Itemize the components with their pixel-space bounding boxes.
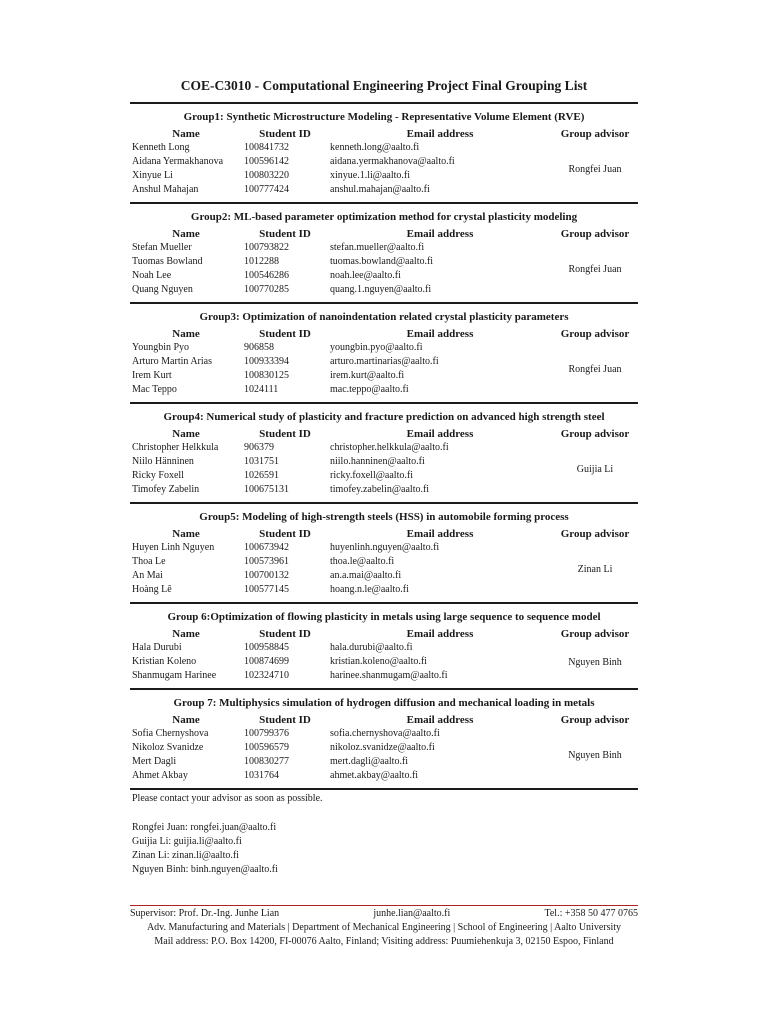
contact-advisor-note: Please contact your advisor as soon as possible. [132,793,323,804]
email-column-header: Email address [406,328,474,340]
member-email: ricky.foxell@aalto.fi [330,470,413,481]
member-email: youngbin.pyo@aalto.fi [330,342,423,353]
member-name: Noah Lee [132,270,172,281]
member-email: mert.dagli@aalto.fi [330,756,409,767]
advisor-column-header: Group advisor [560,428,630,440]
member-student-id: 100700132 [244,570,289,581]
member-student-id: 100777424 [244,184,289,195]
member-email: niilo.hanninen@aalto.fi [330,456,425,467]
group-header-row [130,528,638,541]
member-email: an.a.mai@aalto.fi [330,570,402,581]
group-advisor: Rongfei Juan [568,363,622,375]
group-section [130,502,638,602]
student-id-column-header: Student ID [259,128,311,140]
document-title: COE-C3010 - Computational Engineering Project Final Grouping List [180,78,588,93]
notes-section [132,792,323,877]
group-advisor: Rongfei Juan [568,263,622,275]
member-email: arturo.martinarias@aalto.fi [330,356,439,367]
group-section [130,102,638,202]
group-section [130,402,638,502]
advisor-column-header: Group advisor [560,628,630,640]
member-student-id: 100573961 [244,556,289,567]
member-email: thoa.le@aalto.fi [330,556,395,567]
member-name: Kristian Koleno [132,656,197,667]
member-name: Stefan Mueller [132,242,192,253]
member-email: huyenlinh.nguyen@aalto.fi [330,542,440,553]
member-name: Quang Nguyen [132,284,193,295]
member-email: aidana.yermakhanova@aalto.fi [330,156,455,167]
member-email: anshul.mahajan@aalto.fi [330,184,430,195]
group-title: Group 6:Optimization of flowing plasticity in metals using large sequence to sequence model [167,611,601,623]
email-column-header: Email address [406,228,474,240]
member-name: Arturo Martin Arias [132,356,212,367]
member-email: hoang.n.le@aalto.fi [330,584,409,595]
member-name: Sofia Chernyshova [132,728,209,739]
member-email: mac.teppo@aalto.fi [330,384,409,395]
group-members [130,541,638,597]
member-student-id: 100770285 [244,284,289,295]
name-column-header: Name [172,528,200,540]
member-student-id: 100675131 [244,484,289,495]
page-footer [130,905,638,949]
group-title: Group5: Modeling of high-strength steels (HSS) in automobile forming process [199,511,569,523]
member-name: Aidana Yermakhanova [132,156,224,167]
member-student-id: 100673942 [244,542,289,553]
email-column-header: Email address [406,628,474,640]
advisor-contact-line: Guijia Li: guijia.li@aalto.fi [132,836,242,847]
member-name: Huyen Linh Nguyen [132,542,215,553]
member-email: quang.1.nguyen@aalto.fi [330,284,432,295]
group-members [130,341,638,397]
member-student-id: 1031764 [244,770,279,781]
member-name: Hoàng Lê [132,584,172,595]
member-name: Xinyue Li [132,170,173,181]
name-column-header: Name [172,714,200,726]
group-header-row [130,714,638,727]
group-title: Group1: Synthetic Microstructure Modeling - Representative Volume Element (RVE) [183,111,585,123]
member-student-id: 1012288 [244,256,279,267]
group-section [130,302,638,402]
member-email: timofey.zabelin@aalto.fi [330,484,430,495]
member-student-id: 100596142 [244,156,289,167]
name-column-header: Name [172,128,200,140]
footer-department: Adv. Manufacturing and Materials | Department of Mechanical Engineering | School of Engineering | Aalto University [146,922,622,933]
email-column-header: Email address [406,714,474,726]
member-name: Nikoloz Svanidze [132,742,204,753]
advisor-column-header: Group advisor [560,228,630,240]
member-name: Kenneth Long [132,142,190,153]
student-id-column-header: Student ID [259,528,311,540]
member-student-id: 100874699 [244,656,289,667]
member-email: xinyue.1.li@aalto.fi [330,170,411,181]
name-column-header: Name [172,628,200,640]
student-id-column-header: Student ID [259,428,311,440]
member-email: harinee.shanmugam@aalto.fi [330,670,448,681]
member-student-id: 1026591 [244,470,279,481]
footer-telephone: Tel.: +358 50 477 0765 [544,908,638,919]
member-name: Ricky Foxell [132,470,184,481]
member-student-id: 100830125 [244,370,289,381]
footer-rule [130,905,638,906]
member-email: kenneth.long@aalto.fi [330,142,420,153]
member-email: hala.durubi@aalto.fi [330,642,413,653]
group-advisor: Rongfei Juan [568,163,622,175]
group-members [130,241,638,297]
group-section [130,688,638,790]
name-column-header: Name [172,228,200,240]
member-student-id: 100546286 [244,270,289,281]
group-title: Group2: ML-based parameter optimization method for crystal plasticity modeling [190,211,578,223]
name-column-header: Name [172,328,200,340]
advisor-contact-line: Nguyen Binh: binh.nguyen@aalto.fi [132,864,278,875]
footer-supervisor: Supervisor: Prof. Dr.-Ing. Junhe Lian [130,908,280,919]
group-title: Group 7: Multiphysics simulation of hydrogen diffusion and mechanical loading in metals [173,697,595,709]
member-name: Shanmugam Harinee [132,670,217,681]
member-name: Christopher Helkkula [132,442,219,453]
member-student-id: 100933394 [244,356,289,367]
group-header-row [130,628,638,641]
group-members [130,141,638,197]
member-student-id: 100830277 [244,756,289,767]
student-id-column-header: Student ID [259,714,311,726]
advisor-contact-line: Zinan Li: zinan.li@aalto.fi [132,850,239,861]
group-header-row [130,428,638,441]
group-title: Group3: Optimization of nanoindentation related crystal plasticity parameters [199,311,569,323]
member-name: Niilo Hänninen [132,456,194,467]
member-name: Tuomas Bowland [132,256,203,267]
member-email: stefan.mueller@aalto.fi [330,242,425,253]
group-section [130,602,638,688]
email-column-header: Email address [406,528,474,540]
group-advisor: Nguyen Binh [568,656,622,668]
advisor-contact-line: Rongfei Juan: rongfei.juan@aalto.fi [132,822,277,833]
member-name: Mert Dagli [132,756,177,767]
group-header-row [130,228,638,241]
member-email: irem.kurt@aalto.fi [330,370,405,381]
group-advisor: Zinan Li [577,563,613,575]
member-student-id: 102324710 [244,670,289,681]
member-student-id: 100799376 [244,728,289,739]
group-header-row [130,328,638,341]
group-header-row [130,128,638,141]
member-student-id: 906858 [244,342,274,353]
member-student-id: 1024111 [244,384,279,395]
footer-supervisor-email: junhe.lian@aalto.fi [373,908,451,919]
member-email: christopher.helkkula@aalto.fi [330,442,449,453]
member-email: ahmet.akbay@aalto.fi [330,770,419,781]
group-members [130,641,638,683]
member-student-id: 906379 [244,442,274,453]
member-email: sofia.chernyshova@aalto.fi [330,728,440,739]
member-student-id: 100803220 [244,170,289,181]
student-id-column-header: Student ID [259,328,311,340]
member-student-id: 100793822 [244,242,289,253]
member-student-id: 1031751 [244,456,279,467]
name-column-header: Name [172,428,200,440]
member-name: Mac Teppo [132,384,177,395]
member-student-id: 100841732 [244,142,289,153]
member-name: Youngbin Pyo [132,342,190,353]
member-email: noah.lee@aalto.fi [330,270,401,281]
group-members [130,441,638,497]
email-column-header: Email address [406,428,474,440]
member-email: tuomas.bowland@aalto.fi [330,256,434,267]
member-student-id: 100577145 [244,584,289,595]
group-members [130,727,638,783]
advisor-column-header: Group advisor [560,328,630,340]
member-student-id: 100958845 [244,642,289,653]
advisor-column-header: Group advisor [560,714,630,726]
footer-address: Mail address: P.O. Box 14200, FI-00076 Aalto, Finland; Visiting address: Puumiehenkuja 3, 02150 Espoo, Finland [154,936,614,947]
group-section [130,202,638,302]
student-id-column-header: Student ID [259,628,311,640]
member-name: Thoa Le [132,556,166,567]
member-name: Anshul Mahajan [132,184,199,195]
group-title: Group4: Numerical study of plasticity and fracture prediction on advanced high strength steel [163,411,605,423]
member-name: An Mai [132,570,163,581]
advisor-column-header: Group advisor [560,528,630,540]
member-student-id: 100596579 [244,742,289,753]
group-advisor: Guijia Li [576,463,614,475]
advisor-column-header: Group advisor [560,128,630,140]
member-name: Ahmet Akbay [132,770,188,781]
member-email: kristian.koleno@aalto.fi [330,656,427,667]
member-name: Irem Kurt [132,370,172,381]
groups-table [130,102,638,790]
member-name: Hala Durubi [132,642,182,653]
member-name: Timofey Zabelin [132,484,200,495]
email-column-header: Email address [406,128,474,140]
group-advisor: Nguyen Binh [568,749,622,761]
member-email: nikoloz.svanidze@aalto.fi [330,742,435,753]
student-id-column-header: Student ID [259,228,311,240]
